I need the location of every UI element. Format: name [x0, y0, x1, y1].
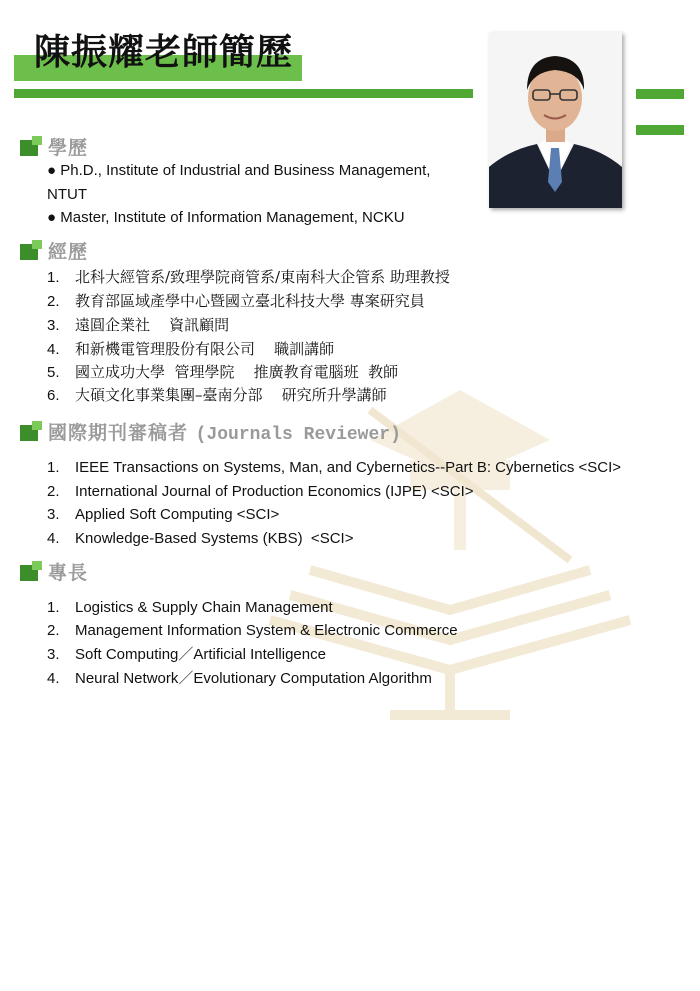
expertise-item: 3. Soft Computing／Artificial Intelligence: [47, 646, 326, 663]
education-item-1: ● Ph.D., Institute of Industrial and Business Management,: [47, 162, 431, 179]
profile-photo: [489, 32, 622, 208]
expertise-item: 1. Logistics & Supply Chain Management: [47, 599, 333, 616]
section-title: 專長: [48, 561, 89, 584]
experience-item: 2. 教育部區域產學中心暨國立臺北科技大學 專案研究員: [47, 292, 425, 310]
reviewer-item: 4. Knowledge-Based Systems (KBS) <SCI>: [47, 530, 354, 547]
section-heading-expertise: [20, 559, 88, 583]
experience-item: 3. 遠圓企業社 資訊顧問: [47, 316, 230, 334]
section-bullet-icon: [20, 561, 42, 581]
side-rule-bottom: [636, 125, 684, 135]
page-title: 陳振耀老師簡歷: [34, 31, 294, 73]
education-item-2: ● Master, Institute of Information Management, NCKU: [47, 209, 405, 226]
section-heading-reviewer: [20, 419, 401, 443]
section-title: 學歷: [48, 136, 89, 159]
section-title: 國際期刊審稿者 (Journals Reviewer): [48, 421, 401, 445]
section-heading-education: [20, 134, 88, 158]
section-bullet-icon: [20, 421, 42, 441]
reviewer-item: 1. IEEE Transactions on Systems, Man, and Cybernetics--Part B: Cybernetics <SCI>: [47, 459, 622, 476]
education-item-1-cont: NTUT: [47, 186, 87, 203]
experience-item: 6. 大碩文化事業集團–臺南分部 研究所升學講師: [47, 386, 387, 404]
section-heading-experience: [20, 238, 88, 262]
reviewer-item: 2. International Journal of Production Economics (IJPE) <SCI>: [47, 483, 474, 500]
experience-item: 1. 北科大經管系/致理學院商管系/東南科大企管系 助理教授: [47, 268, 450, 286]
portrait-icon: [489, 32, 622, 208]
expertise-item: 2. Management Information System & Electronic Commerce: [47, 622, 458, 639]
expertise-item: 4. Neural Network／Evolutionary Computation Algorithm: [47, 670, 432, 687]
section-title: 經歷: [48, 240, 89, 263]
side-rule-top: [636, 89, 684, 99]
section-bullet-icon: [20, 136, 42, 156]
section-bullet-icon: [20, 240, 42, 260]
header-rule: [14, 89, 473, 98]
reviewer-item: 3. Applied Soft Computing <SCI>: [47, 506, 280, 523]
experience-item: 4. 和新機電管理股份有限公司 職訓講師: [47, 340, 335, 358]
experience-item: 5. 國立成功大學 管理學院 推廣教育電腦班 教師: [47, 363, 399, 381]
